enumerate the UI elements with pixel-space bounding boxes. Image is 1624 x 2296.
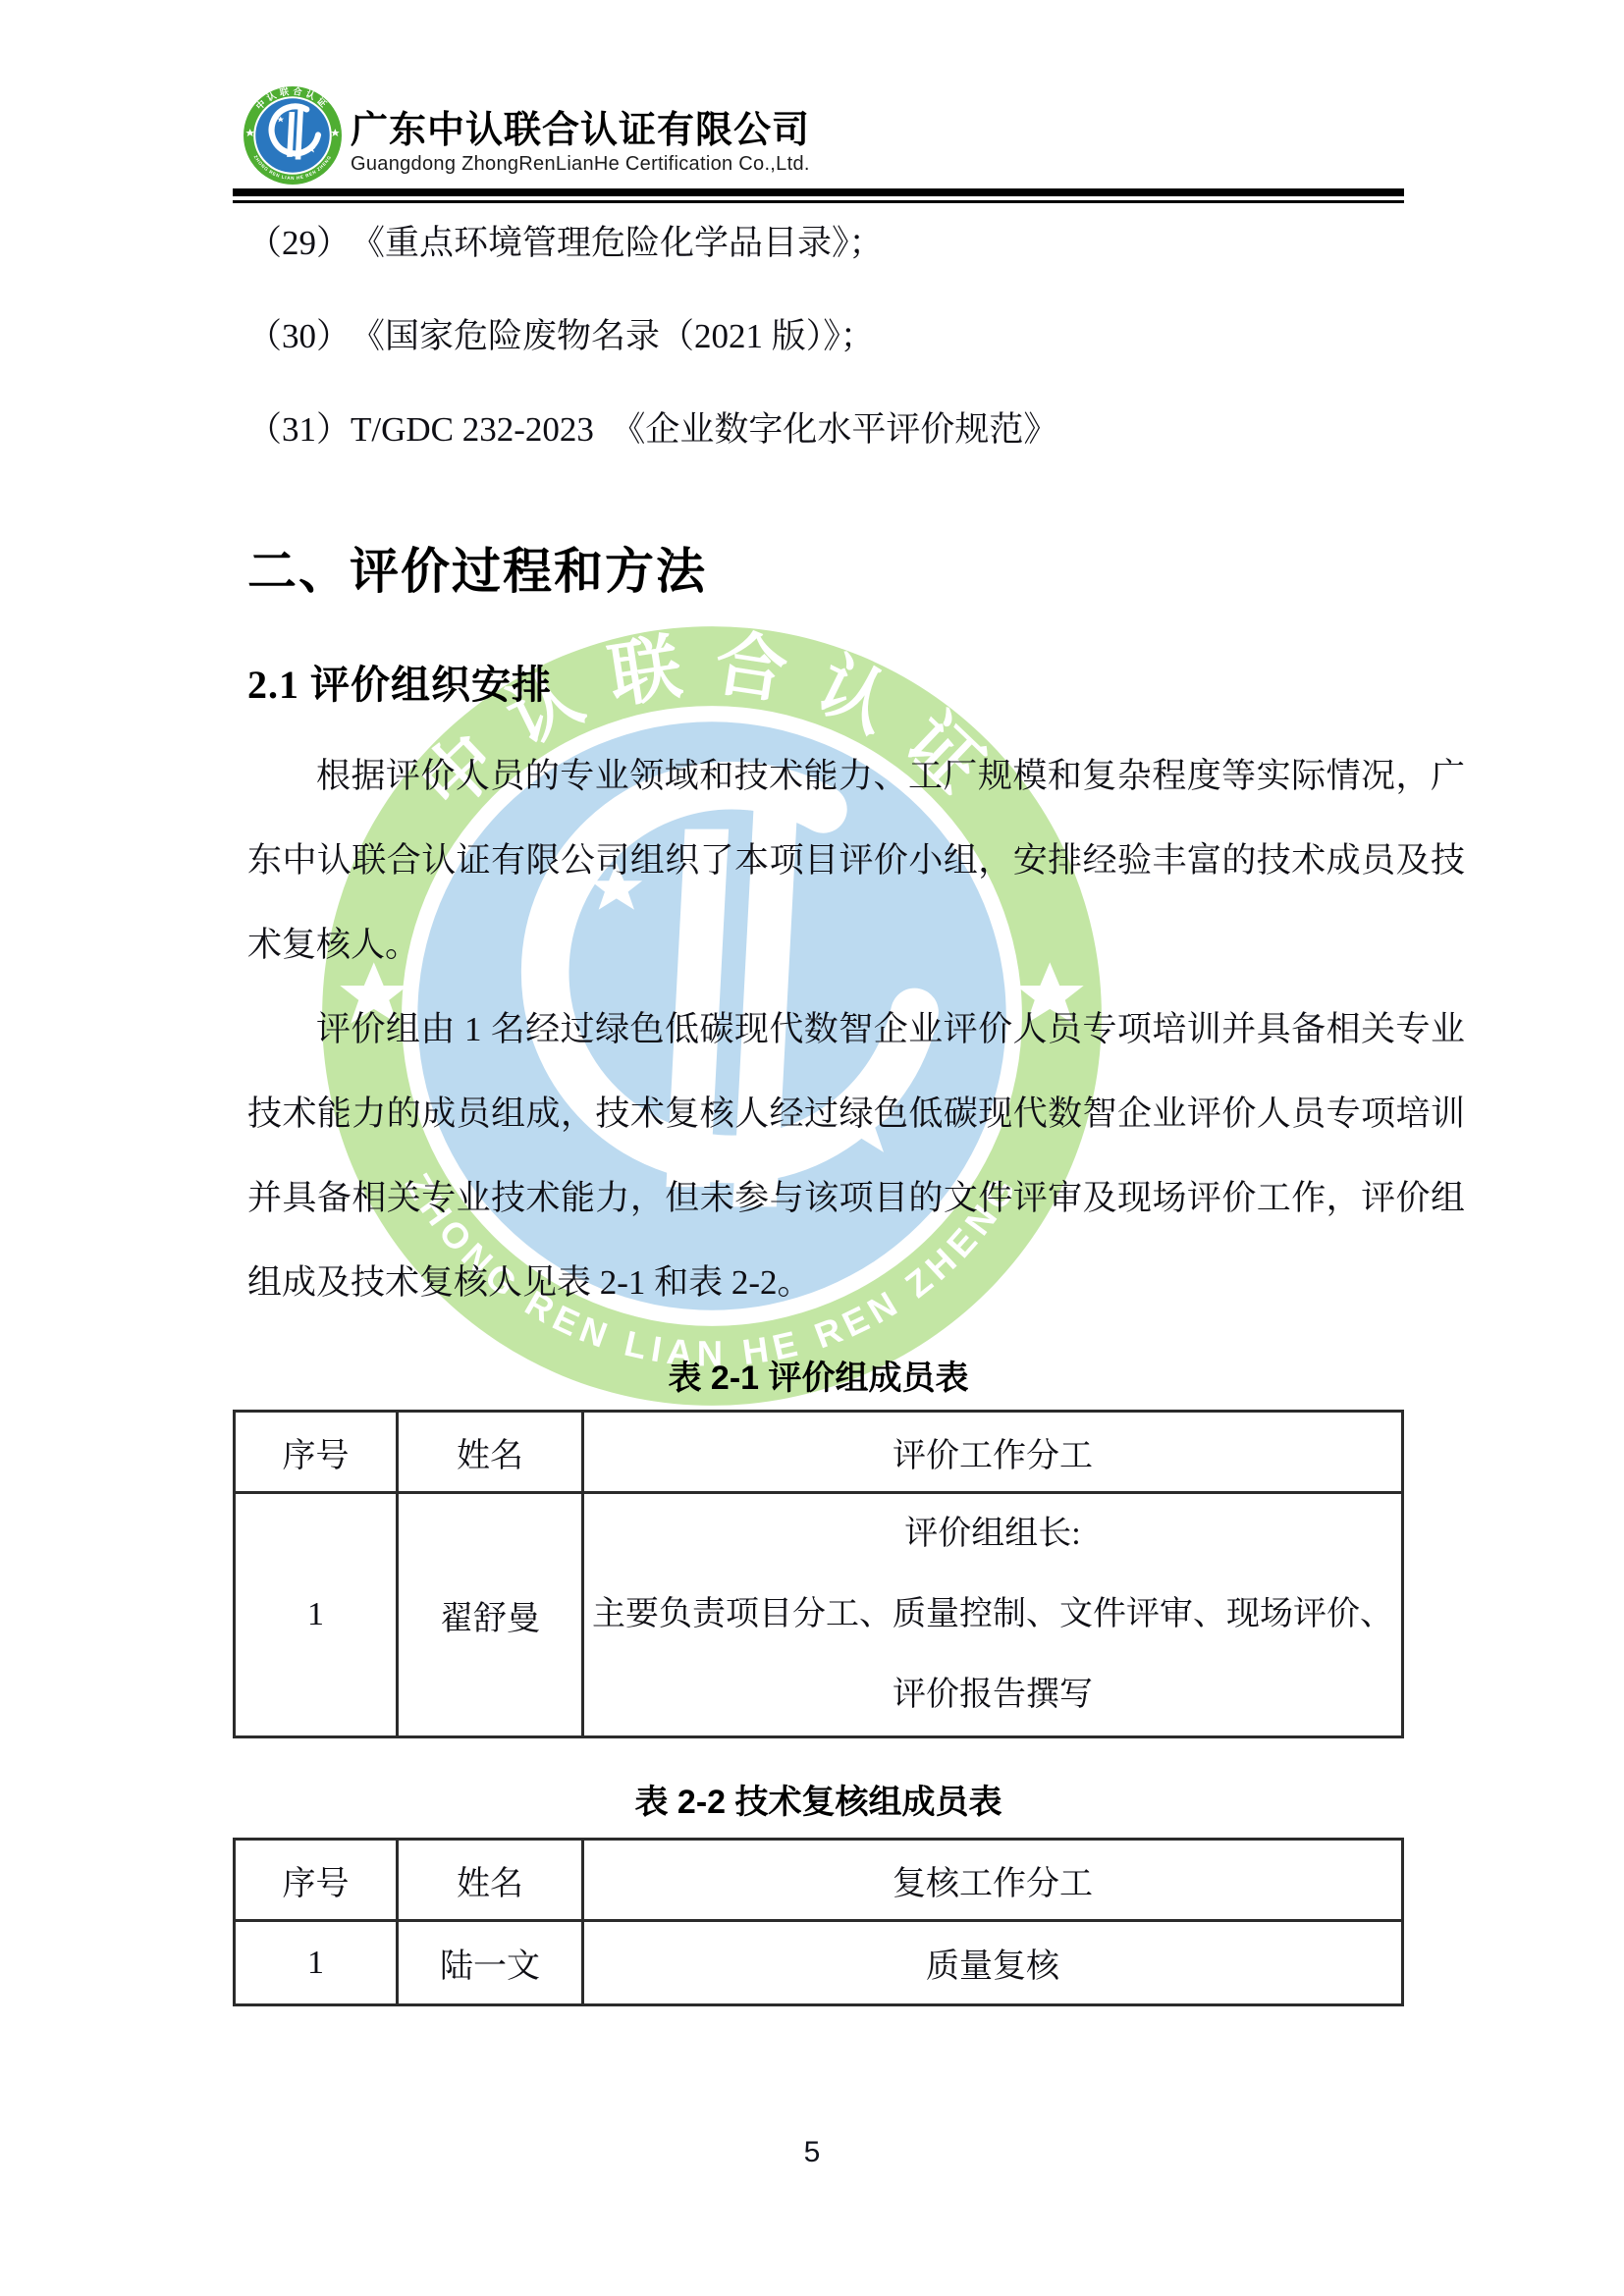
cell-no: 1 bbox=[235, 1493, 398, 1737]
cell-duty bbox=[583, 1493, 1403, 1737]
duty-line: 评价报告撰写 bbox=[893, 1677, 1093, 1713]
paragraph-2: 评价组由 1 名经过绿色低碳现代数智企业评价人员专项培训并具备相关专业技术能力的成员组成，技术复核人经过绿色低碳现代数智企业评价人员专项培训并具备相关专业技术能力，但未参与该项目的文件评审及现场评价工作，评价组组成及技术复核人见表 2-1 和表 2-2。 bbox=[247, 1010, 1465, 1302]
cell-no: 1 bbox=[235, 1921, 398, 2005]
company-name: 广东中认联合认证有限公司 bbox=[351, 110, 811, 151]
duty-line: 主要负责项目分工、质量控制、文件评审、现场评价、 bbox=[592, 1596, 1393, 1632]
col-header-name: 姓名 bbox=[398, 1840, 583, 1921]
table-row bbox=[235, 1493, 1403, 1737]
header-rule bbox=[233, 188, 1404, 203]
company-logo bbox=[243, 85, 343, 186]
section-heading: 二、评价过程和方法 bbox=[247, 544, 707, 599]
col-header-no: 序号 bbox=[235, 1840, 398, 1921]
table-2-1-caption: 表 2-1 评价组成员表 bbox=[668, 1360, 969, 1397]
table-2-2-header-row bbox=[235, 1840, 1403, 1921]
reference-item-31: （31）T/GDC 232-2023 《企业数字化水平评价规范》 bbox=[247, 410, 1058, 449]
company-name-en: Guangdong ZhongRenLianHe Certification Co.,Ltd. bbox=[351, 153, 810, 175]
reference-list bbox=[247, 220, 1465, 500]
cell-duty: 质量复核 bbox=[583, 1921, 1403, 2005]
cell-name: 翟舒曼 bbox=[398, 1493, 583, 1737]
table-row bbox=[235, 1921, 1403, 2005]
paragraph-1: 根据评价人员的专业领域和技术能力、工厂规模和复杂程度等实际情况，广东中认联合认证有限公司组织了本项目评价小组，安排经验丰富的技术成员及技术复核人。 bbox=[247, 757, 1465, 964]
table-2-2-caption: 表 2-2 技术复核组成员表 bbox=[634, 1784, 1002, 1821]
body-text bbox=[247, 734, 1465, 1325]
page-number: 5 bbox=[803, 2136, 821, 2168]
cell-name: 陆一文 bbox=[398, 1921, 583, 2005]
col-header-duty: 评价工作分工 bbox=[583, 1412, 1403, 1493]
duty-line: 评价组组长: bbox=[904, 1516, 1081, 1552]
col-header-review-duty: 复核工作分工 bbox=[583, 1840, 1403, 1921]
col-header-no: 序号 bbox=[235, 1412, 398, 1493]
reference-item-29: （29） 《重点环境管理危险化学品目录》； bbox=[247, 224, 884, 262]
table-2-1-header-row bbox=[235, 1412, 1403, 1493]
table-2-2 bbox=[233, 1838, 1404, 2006]
col-header-name: 姓名 bbox=[398, 1412, 583, 1493]
table-2-1 bbox=[233, 1410, 1404, 1738]
reference-item-30: （30） 《国家危险废物名录（2021 版）》； bbox=[247, 317, 875, 355]
subsection-heading: 2.1 评价组织安排 bbox=[247, 663, 552, 707]
